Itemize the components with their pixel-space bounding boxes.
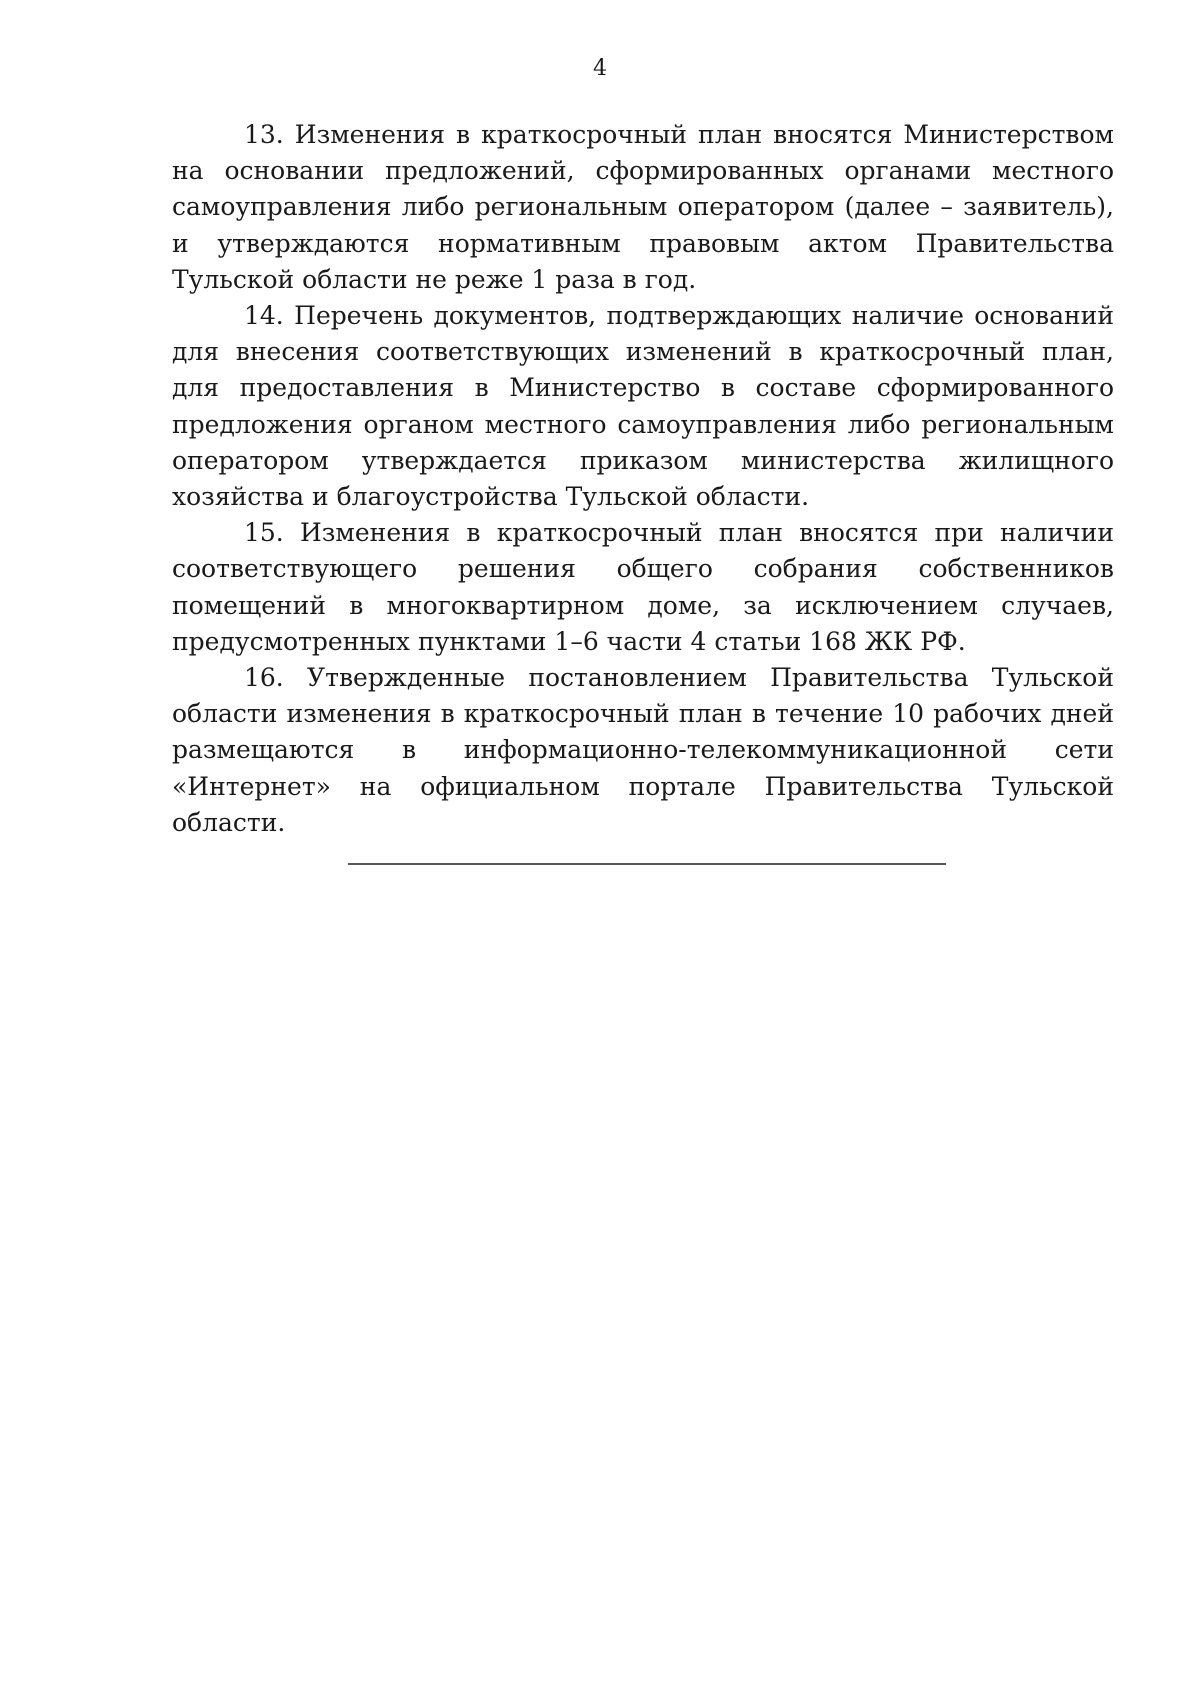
paragraph-13: 13. Изменения в краткосрочный план вносятся Министерством на основании предложений, сформированных органами местного самоуправления либо региональным оператором (далее – заявитель), и утверждаются нормативным правовым актом Правительства Тульской области не реже 1 раза в год. [172, 120, 1114, 294]
page-number: 4 [593, 56, 607, 81]
paragraph-15: 15. Изменения в краткосрочный план вносятся при наличии соответствующего решения общего собрания собственников помещений в многоквартирном доме, за исключением случаев, предусмотренных пунктами 1–6 части 4 статьи 168 ЖК РФ. [172, 518, 1114, 656]
document-body [172, 117, 1114, 841]
paragraph-14: 14. Перечень документов, подтверждающих наличие оснований для внесения соответствующих изменений в краткосрочный план, для предоставления в Министерство в составе сформированного предложения органом местного самоуправления либо региональным оператором утверждается приказом министерства жилищного хозяйства и благоустройства Тульской области. [172, 301, 1114, 512]
end-of-document-rule [348, 863, 946, 865]
paragraph-16: 16. Утвержденные постановлением Правительства Тульской области изменения в краткосрочный план в течение 10 рабочих дней размещаются в информационно-телекоммуникационной сети «Интернет» на официальном портале Правительства Тульской области. [172, 663, 1114, 837]
